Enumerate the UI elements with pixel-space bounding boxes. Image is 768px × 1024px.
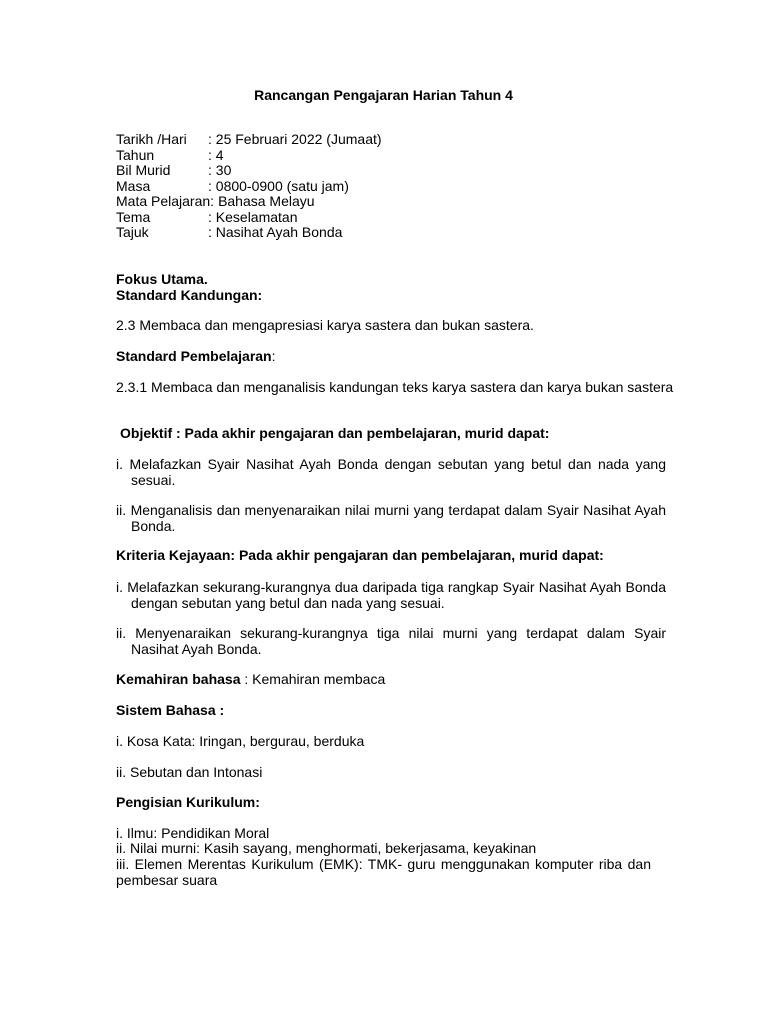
success-criteria-item: i. Melafazkan sekurang-kurangnya dua daripada tiga rangkap Syair Nasihat Ayah Bonda dengan sebutan yang betul dan nada yang sesuai.	[116, 579, 666, 611]
info-label: Mata Pelajaran:	[116, 193, 215, 209]
info-label: Tajuk	[116, 224, 149, 240]
language-system-item: i. Kosa Kata: Iringan, bergurau, berduka	[116, 733, 365, 749]
success-criteria-heading: Kriteria Kejayaan: Pada akhir pengajaran dan pembelajaran, murid dapat:	[116, 547, 604, 563]
curriculum-item: ii. Nilai murni: Kasih sayang, menghormati, bekerjasama, keyakinan	[116, 840, 537, 856]
main-focus-heading: Fokus Utama.	[116, 271, 208, 287]
info-row-subject	[116, 194, 382, 210]
content-standard-heading: Standard Kandungan:	[116, 287, 263, 303]
info-label: Tema	[116, 208, 151, 225]
curriculum-item: i. Ilmu: Pendidikan Moral	[116, 825, 270, 841]
objective-item: ii. Menganalisis dan menyenaraikan nilai murni yang terdapat dalam Syair Nasihat Ayah Bonda.	[116, 502, 666, 534]
language-system-item: ii. Sebutan dan Intonasi	[116, 764, 263, 780]
learning-standard-colon: :	[271, 348, 276, 364]
language-system-heading: Sistem Bahasa :	[116, 702, 225, 718]
document-page	[116, 0, 674, 1024]
success-criteria-item: ii. Menyenaraikan sekurang-kurangnya tiga nilai murni yang terdapat dalam Syair Nasihat Ayah Bonda.	[116, 625, 666, 657]
info-row-date	[116, 132, 382, 148]
objectives-heading: Objektif : Pada akhir pengajaran dan pembelajaran, murid dapat:	[120, 425, 550, 441]
info-label: Bil Murid	[116, 162, 171, 178]
info-row-topic	[116, 225, 382, 241]
info-label: Masa	[116, 177, 151, 194]
info-value: : Keselamatan	[208, 208, 298, 225]
curriculum-heading: Pengisian Kurikulum:	[116, 794, 260, 810]
info-label: Tahun	[116, 146, 155, 163]
info-value: : 4	[208, 146, 224, 163]
info-value: : 30	[208, 162, 232, 178]
info-value: : 25 Februari 2022 (Jumaat)	[208, 131, 382, 147]
language-skill-label: Kemahiran bahasa	[116, 671, 241, 687]
learning-standard-text: 2.3.1 Membaca dan menganalisis kandungan teks karya sastera dan karya bukan sastera	[116, 379, 674, 395]
lesson-info	[116, 132, 382, 241]
objective-item: i. Melafazkan Syair Nasihat Ayah Bonda dengan sebutan yang betul dan nada yang sesuai.	[116, 456, 666, 488]
learning-standard-heading: Standard Pembelajaran	[116, 348, 272, 364]
info-row-theme	[116, 210, 382, 226]
info-row-year	[116, 148, 382, 164]
curriculum-item: iii. Elemen Merentas Kurikulum (EMK): TMK- guru menggunakan komputer riba dan pembesar suara	[116, 856, 651, 888]
language-skill-value: : Kemahiran membaca	[240, 671, 386, 687]
document-title: Rancangan Pengajaran Harian Tahun 4	[254, 87, 513, 103]
info-row-students	[116, 163, 382, 179]
info-label: Tarikh /Hari	[116, 131, 187, 147]
info-value: Bahasa Melayu	[218, 193, 315, 209]
language-skill-line	[116, 672, 651, 688]
content-standard-text: 2.3 Membaca dan mengapresiasi karya sastera dan bukan sastera.	[116, 317, 534, 333]
info-value: : 0800-0900 (satu jam)	[208, 177, 349, 194]
info-value: : Nasihat Ayah Bonda	[208, 224, 343, 240]
learning-standard-heading-line	[116, 349, 651, 365]
info-row-time	[116, 179, 382, 195]
